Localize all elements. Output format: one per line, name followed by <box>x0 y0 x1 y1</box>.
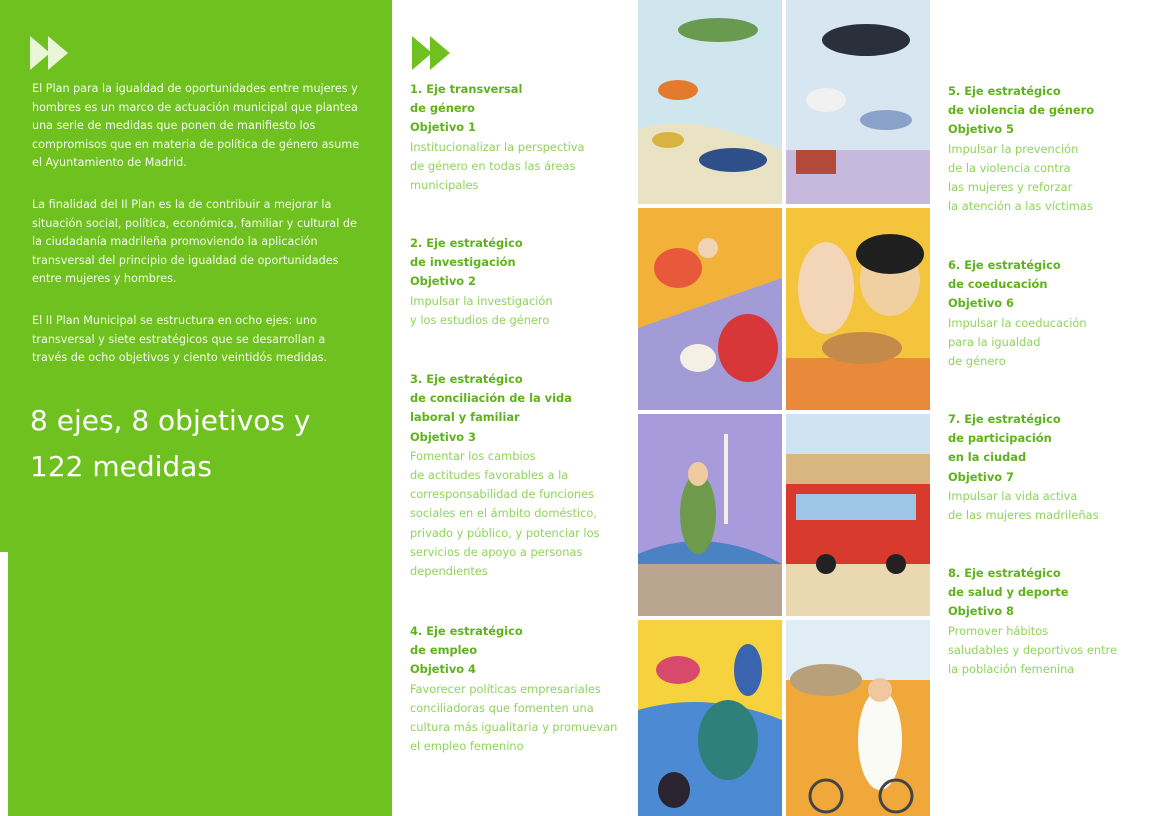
eje-4-desc: Favorecer políticas empresariales conciliadoras que fomenten una cultura más igualitaria y promuevan el empleo femenino <box>410 681 618 754</box>
eje-4-title: 4. Eje estratégico de empleo Objetivo 4 <box>410 624 523 677</box>
eje-5-title: 5. Eje estratégico de violencia de género Objetivo 5 <box>948 84 1095 137</box>
eje-6-desc: Impulsar la coeducación para la igualdad de género <box>948 315 1087 369</box>
eje-3-desc: Fomentar los cambios de actitudes favorables a la corresponsabilidad de funciones sociales en el ámbito doméstico, privado y público, y potenciar los servicios de apoyo a personas dependientes <box>410 448 600 579</box>
eje-7-title: 7. Eje estratégico de participación en la ciudad Objetivo 7 <box>948 412 1061 484</box>
eje-1-title: 1. Eje transversal de género Objetivo 1 <box>410 82 523 135</box>
illustration-tile <box>638 208 782 410</box>
eje-6-title: 6. Eje estratégico de coeducación Objetivo 6 <box>948 258 1061 311</box>
eje-7-desc: Impulsar la vida activa de las mujeres madrileñas <box>948 488 1099 523</box>
eje-8-title: 8. Eje estratégico de salud y deporte Objetivo 8 <box>948 566 1069 619</box>
eje-3 <box>410 370 630 581</box>
illustration-tile <box>786 414 930 616</box>
illustration-tile <box>638 620 782 816</box>
illustration-tile <box>786 0 930 204</box>
intro-paragraph-3: El II Plan Municipal se estructura en ocho ejes: uno transversal y siete estratégicos que se desarrollan a través de ocho objetivos y ciento veintidós medidas. <box>32 314 328 365</box>
intro-paragraph-2: La finalidad del II Plan es la de contribuir a mejorar la situación social, política, económica, familiar y cultural de la ciudadanía madrileña promoviendo la aplicación transversal del principio de igualdad de oportunidades entre mujeres y hombres. <box>32 198 357 286</box>
eje-4 <box>410 622 632 756</box>
eje-1-desc: Institucionalizar la perspectiva de género en todas las áreas municipales <box>410 139 585 193</box>
eje-8 <box>948 564 1158 679</box>
eje-2 <box>410 234 630 330</box>
eje-2-desc: Impulsar la investigación y los estudios de género <box>410 293 553 327</box>
eje-8-desc: Promover hábitos saludables y deportivos entre la población femenina <box>948 623 1117 677</box>
eje-5-desc: Impulsar la prevención de la violencia contra las mujeres y reforzar la atención a las víctimas <box>948 141 1093 214</box>
eje-3-title: 3. Eje estratégico de conciliación de la vida laboral y familiar Objetivo 3 <box>410 372 572 444</box>
eje-1 <box>410 80 630 195</box>
illustration-tile <box>638 0 782 204</box>
eje-7 <box>948 410 1158 525</box>
fast-forward-icon <box>30 36 66 70</box>
headline: 8 ejes, 8 objetivos y 122 medidas <box>30 404 311 483</box>
illustration-tile <box>638 414 782 616</box>
intro-panel <box>0 0 392 816</box>
fast-forward-icon <box>412 36 448 70</box>
panel-notch <box>0 552 8 816</box>
illustration-tile <box>786 620 930 816</box>
illustration-tile <box>786 208 930 410</box>
eje-6 <box>948 256 1158 371</box>
eje-2-title: 2. Eje estratégico de investigación Objetivo 2 <box>410 236 523 289</box>
eje-5 <box>948 82 1158 216</box>
intro-paragraph-1: El Plan para la igualdad de oportunidades entre mujeres y hombres es un marco de actuación municipal que plantea una serie de medidas que ponen de manifiesto los compromisos que en materia de política de género asume el Ayuntamiento de Madrid. <box>32 82 360 170</box>
illustration-column <box>636 0 936 816</box>
